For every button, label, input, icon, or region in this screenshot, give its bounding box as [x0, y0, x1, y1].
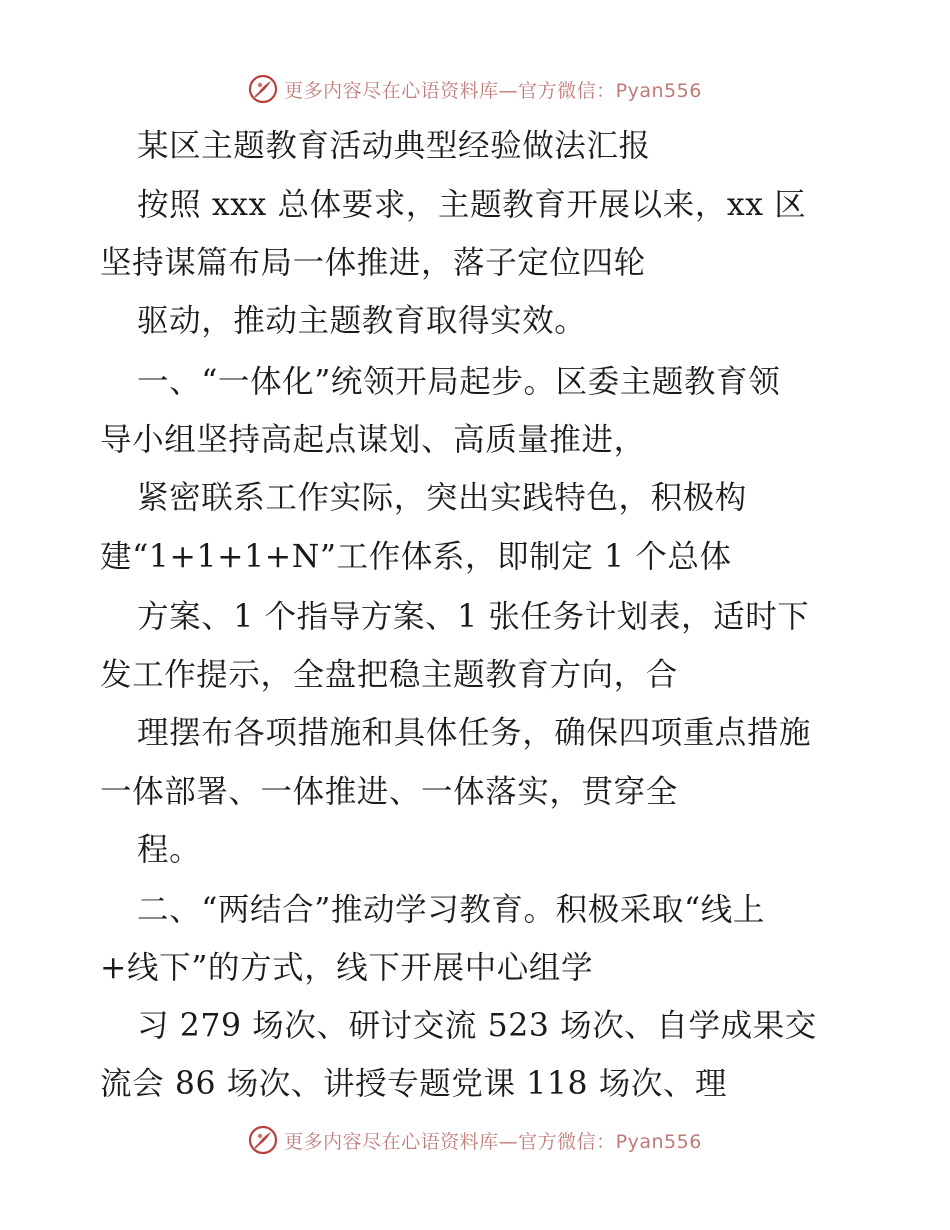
- quill-pen-logo-icon: [248, 1125, 278, 1155]
- paragraph-line: 方案、1 个指导方案、1 张任务计划表，适时下: [137, 599, 810, 635]
- paragraph-line: 紧密联系工作实际，突出实践特色，积极构: [137, 480, 747, 516]
- paragraph-line: 理摆布各项措施和具体任务，确保四项重点措施: [137, 715, 812, 751]
- paragraph-line: 驱动，推动主题教育取得实效。: [137, 303, 587, 339]
- watermark-header: [0, 72, 950, 106]
- paragraph-line: 发工作提示，全盘把稳主题教育方向，合: [100, 657, 678, 693]
- paragraph-line: 建“1+1+1+N”工作体系，即制定 1 个总体: [100, 539, 732, 575]
- quill-pen-logo-icon: [248, 74, 278, 104]
- paragraph-line: 一体部署、一体推进、一体落实，贯穿全: [100, 774, 678, 810]
- paragraph-line: 习 279 场次、研讨交流 523 场次、自学成果交: [137, 1008, 817, 1044]
- paragraph-line: 坚持谋篇布局一体推进，落子定位四轮: [100, 245, 646, 281]
- paragraph-line: 二、“两结合”推动学习教育。积极采取“线上: [137, 892, 765, 928]
- paragraph-line: 按照 xxx 总体要求，主题教育开展以来，xx 区: [137, 187, 807, 223]
- document-title: 某区主题教育活动典型经验做法汇报: [137, 128, 651, 164]
- paragraph-line: +线下”的方式，线下开展中心组学: [100, 950, 594, 986]
- paragraph-line: 一、“一体化”统领开局起步。区委主题教育领: [137, 364, 781, 400]
- watermark-text: 更多内容尽在心语资料库—官方微信：Pyan556: [284, 1130, 702, 1153]
- watermark-text: 更多内容尽在心语资料库—官方微信：Pyan556: [284, 79, 702, 102]
- paragraph-line: 流会 86 场次、讲授专题党课 118 场次、理: [100, 1066, 728, 1102]
- paragraph-line: 导小组坚持高起点谋划、高质量推进，: [100, 422, 646, 458]
- paragraph-line: 程。: [137, 832, 202, 868]
- watermark-footer: [0, 1123, 950, 1157]
